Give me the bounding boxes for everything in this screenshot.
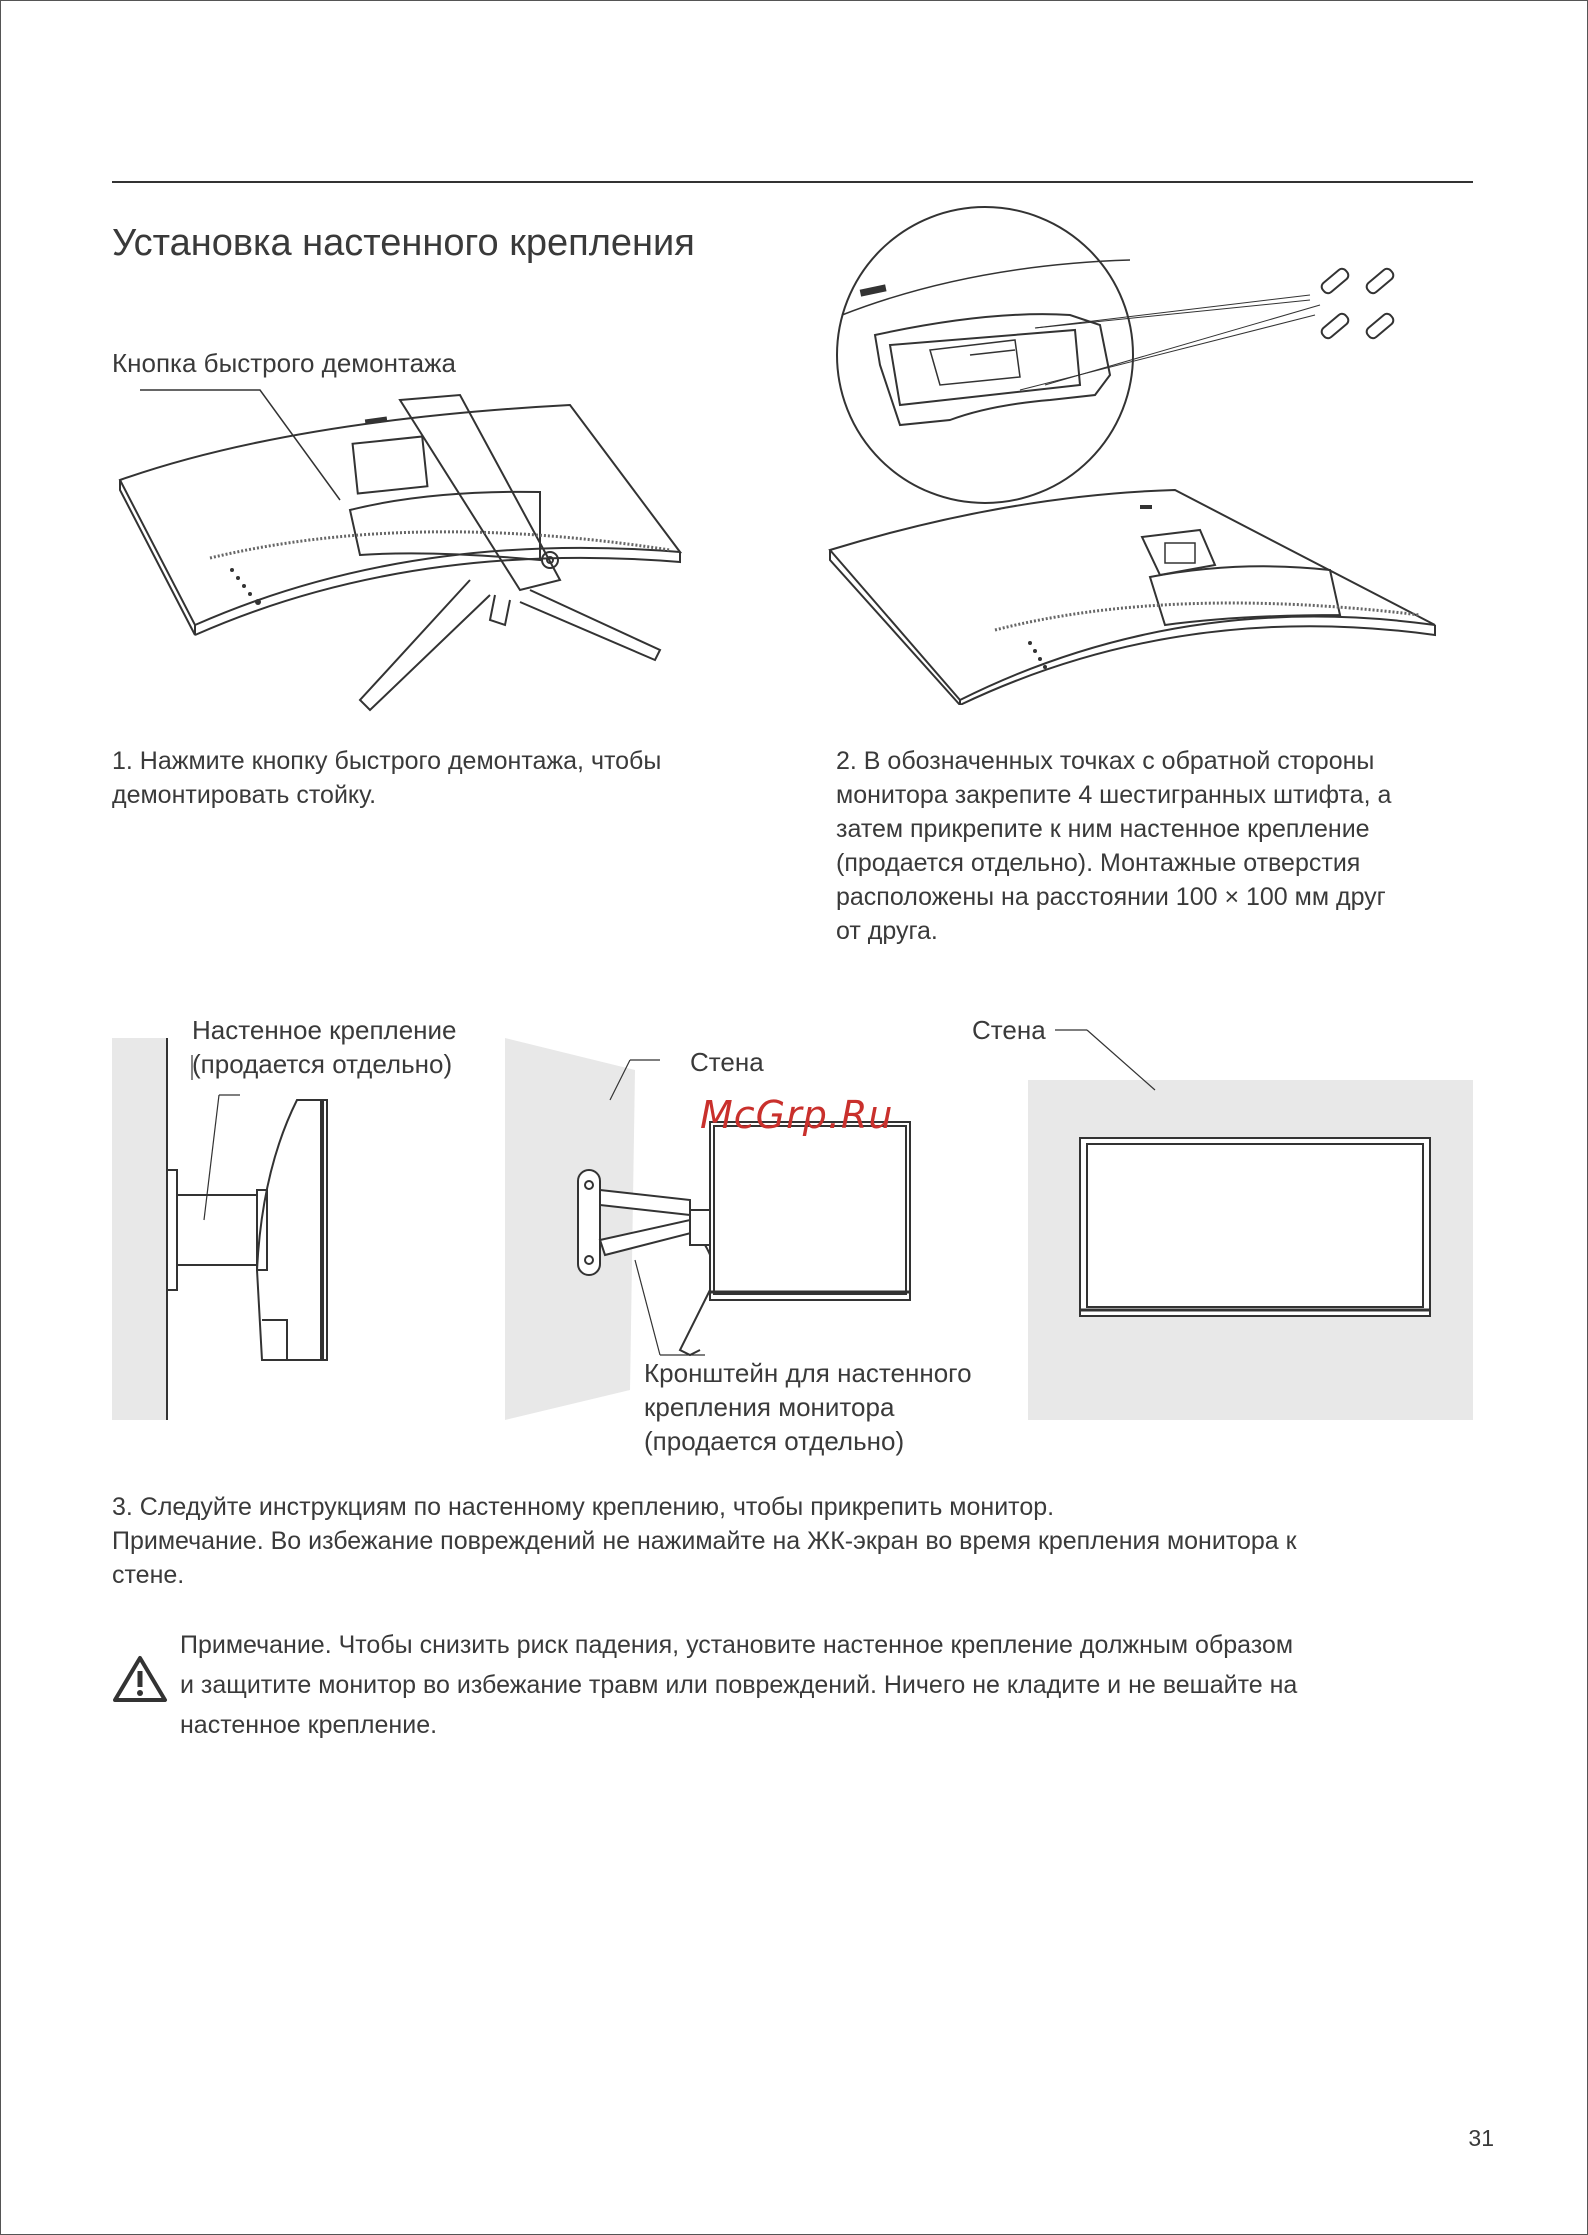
wall-label-a: Стена <box>690 1047 764 1077</box>
step2-text <box>836 744 1476 948</box>
step2-line: 2. В обозначенных точках с обратной стороны <box>836 747 1375 775</box>
monitor-stand-illustration <box>110 380 690 740</box>
step2-line: монитора закрепите 4 шестигранных штифта, а <box>836 781 1392 809</box>
step3-text <box>112 1490 1482 1592</box>
bracket-label-line: крепления монитора <box>644 1392 895 1422</box>
watermark: McGrp.Ru <box>700 1093 894 1137</box>
step1-text <box>112 744 772 812</box>
wall-front-illustration <box>1025 1020 1475 1420</box>
page-title: Установка настенного крепления <box>112 222 695 264</box>
step2-line: от друга. <box>836 917 938 945</box>
step1-line: 1. Нажмите кнопку быстрого демонтажа, чтобы <box>112 747 662 775</box>
bracket-label-line: (продается отдельно) <box>644 1426 905 1456</box>
warning-triangle-icon <box>112 1654 168 1704</box>
wall-mount-label-line: (продается отдельно) <box>192 1049 453 1079</box>
page-number: 31 <box>1468 2125 1494 2151</box>
step2-line: затем прикрепите к ним настенное крепление <box>836 815 1370 843</box>
step1-line: демонтировать стойку. <box>112 781 377 809</box>
warning-line: настенное крепление. <box>180 1711 438 1739</box>
wall-label-b: Стена <box>972 1015 1046 1045</box>
step3-line: стене. <box>112 1561 185 1589</box>
wall-mount-label <box>192 1013 457 1081</box>
warning-line: Примечание. Чтобы снизить риск падения, установите настенное крепление должным образом <box>180 1631 1294 1659</box>
bracket-label-line: Кронштейн для настенного <box>644 1358 972 1388</box>
top-rule <box>112 181 1473 183</box>
warning-text <box>180 1625 1480 1745</box>
step2-line: (продается отдельно). Монтажные отверстия <box>836 849 1361 877</box>
warning-line: и защитите монитор во избежание травм или повреждений. Ничего не кладите и не вешайте на <box>180 1671 1298 1699</box>
quick-release-callout: Кнопка быстрого демонтажа <box>112 348 456 378</box>
step3-line: 3. Следуйте инструкциям по настенному креплению, чтобы прикрепить монитор. <box>112 1493 1055 1521</box>
vesa-mount-illustration <box>820 205 1440 705</box>
step2-line: расположены на расстоянии 100 × 100 мм друг <box>836 883 1386 911</box>
step3-line: Примечание. Во избежание повреждений не нажимайте на ЖК-экран во время крепления монитора к <box>112 1527 1297 1555</box>
bracket-label <box>644 1356 972 1458</box>
wall-mount-label-line: Настенное крепление <box>192 1015 457 1045</box>
